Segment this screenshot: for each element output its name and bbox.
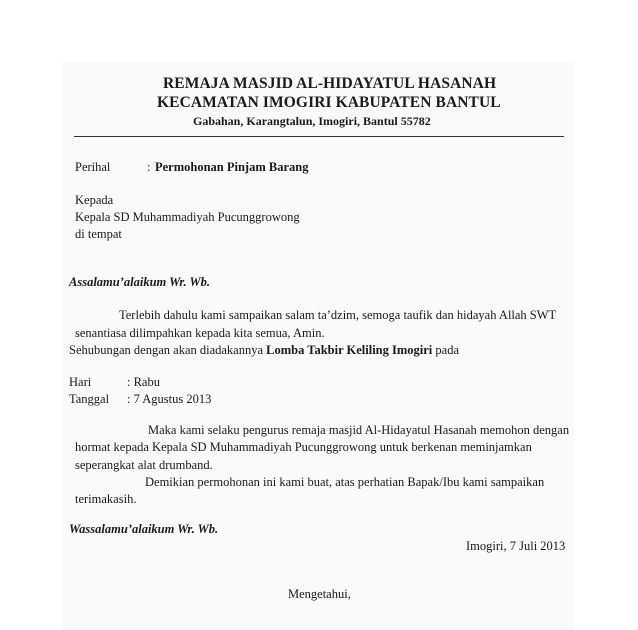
place-date: Imogiri, 7 Juli 2013 bbox=[466, 539, 566, 553]
greeting: Assalamu’alaikum Wr. Wb. bbox=[69, 275, 211, 289]
closing-salutation: Wassalamu’alaikum Wr. Wb. bbox=[69, 522, 219, 536]
paragraph1-line1: Terlebih dahulu kami sampaikan salam ta’dzim, semoga taufik dan hidayah Allah SWT bbox=[119, 308, 557, 322]
event-line bbox=[69, 343, 459, 358]
event-line-suffix: pada bbox=[432, 343, 460, 357]
paragraph3-line2: terimakasih. bbox=[75, 492, 137, 506]
letterhead-divider bbox=[74, 136, 564, 137]
recipient-line3: di tempat bbox=[75, 227, 122, 241]
subject-value: Permohonan Pinjam Barang bbox=[155, 160, 309, 174]
schedule-date-value: : 7 Agustus 2013 bbox=[127, 392, 212, 406]
subject-label: Perihal bbox=[75, 160, 111, 174]
paragraph2-line1: Maka kami selaku pengurus remaja masjid Al-Hidayatul Hasanah memohon dengan bbox=[148, 423, 570, 437]
paragraph1-line2: senantiasa dilimpahkan kepada kita semua, Amin. bbox=[75, 326, 325, 340]
paragraph2-line3: seperangkat alat drumband. bbox=[75, 458, 213, 472]
letterhead-org-line1: REMAJA MASJID AL-HIDAYATUL HASANAH bbox=[163, 75, 497, 92]
letterhead-address: Gabahan, Karangtalun, Imogiri, Bantul 55782 bbox=[193, 114, 431, 128]
paragraph3-line1: Demikian permohonan ini kami buat, atas perhatian Bapak/Ibu kami sampaikan bbox=[145, 475, 545, 489]
recipient-line2: Kepala SD Muhammadiyah Pucunggrowong bbox=[75, 210, 300, 224]
event-name: Lomba Takbir Keliling Imogiri bbox=[266, 343, 433, 357]
letterhead-org-line2: KECAMATAN IMOGIRI KABUPATEN BANTUL bbox=[157, 94, 501, 111]
acknowledged-label: Mengetahui, bbox=[288, 587, 351, 601]
schedule-day-value: : Rabu bbox=[127, 375, 160, 389]
event-line-prefix: Sehubungan dengan akan diadakannya bbox=[69, 343, 267, 357]
recipient-line1: Kepada bbox=[75, 193, 114, 207]
subject-colon: : bbox=[147, 160, 151, 174]
schedule-date-label: Tanggal bbox=[69, 392, 110, 406]
schedule-day-label: Hari bbox=[69, 375, 92, 389]
paragraph2-line2: hormat kepada Kepala SD Muhammadiyah Pucunggrowong untuk berkenan meminjamkan bbox=[75, 440, 532, 454]
